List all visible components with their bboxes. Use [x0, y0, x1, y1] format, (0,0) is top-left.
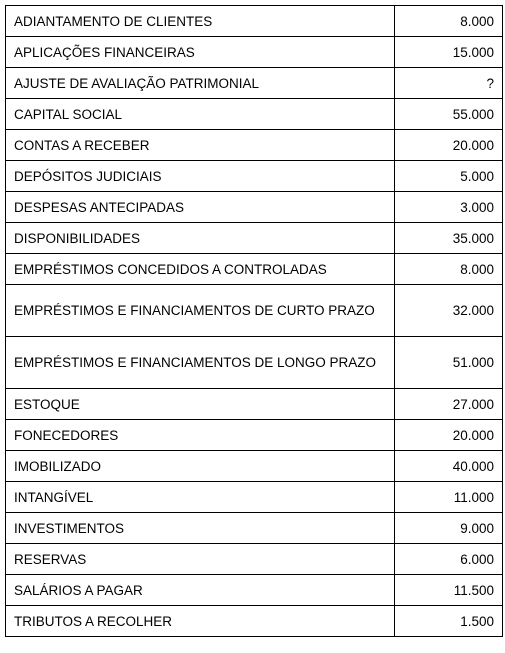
- account-name: INTANGÍVEL: [6, 482, 395, 513]
- account-name: AJUSTE DE AVALIAÇÃO PATRIMONIAL: [6, 68, 395, 99]
- table-row: [6, 254, 503, 285]
- account-name: DISPONIBILIDADES: [6, 223, 395, 254]
- table-row: [6, 192, 503, 223]
- table-row: [6, 6, 503, 37]
- table-row: [6, 223, 503, 254]
- account-name: EMPRÉSTIMOS E FINANCIAMENTOS DE CURTO PRAZO: [6, 285, 395, 337]
- accounts-table-container: [5, 5, 503, 637]
- account-name: ESTOQUE: [6, 389, 395, 420]
- table-row: [6, 482, 503, 513]
- account-name: EMPRÉSTIMOS CONCEDIDOS A CONTROLADAS: [6, 254, 395, 285]
- table-row: [6, 285, 503, 337]
- account-value: 15.000: [395, 37, 503, 68]
- account-name: INVESTIMENTOS: [6, 513, 395, 544]
- table-row: [6, 389, 503, 420]
- account-name: EMPRÉSTIMOS E FINANCIAMENTOS DE LONGO PRAZO: [6, 337, 395, 389]
- account-name: DESPESAS ANTECIPADAS: [6, 192, 395, 223]
- account-value: 32.000: [395, 285, 503, 337]
- account-value: 3.000: [395, 192, 503, 223]
- table-row: [6, 130, 503, 161]
- account-value: 5.000: [395, 161, 503, 192]
- table-row: [6, 575, 503, 606]
- account-name: DEPÓSITOS JUDICIAIS: [6, 161, 395, 192]
- table-row: [6, 68, 503, 99]
- account-value: 6.000: [395, 544, 503, 575]
- account-name: FONECEDORES: [6, 420, 395, 451]
- account-value: 51.000: [395, 337, 503, 389]
- account-value: 40.000: [395, 451, 503, 482]
- table-row: [6, 544, 503, 575]
- account-value: 1.500: [395, 606, 503, 637]
- table-row: [6, 337, 503, 389]
- account-value: 20.000: [395, 130, 503, 161]
- account-value: 11.000: [395, 482, 503, 513]
- table-row: [6, 99, 503, 130]
- account-value: 55.000: [395, 99, 503, 130]
- account-value: 35.000: [395, 223, 503, 254]
- account-name: SALÁRIOS A PAGAR: [6, 575, 395, 606]
- table-row: [6, 420, 503, 451]
- account-name: CONTAS A RECEBER: [6, 130, 395, 161]
- account-value: 8.000: [395, 6, 503, 37]
- account-name: ADIANTAMENTO DE CLIENTES: [6, 6, 395, 37]
- account-value: 27.000: [395, 389, 503, 420]
- account-value: ?: [395, 68, 503, 99]
- account-value: 20.000: [395, 420, 503, 451]
- table-row: [6, 513, 503, 544]
- account-name: APLICAÇÕES FINANCEIRAS: [6, 37, 395, 68]
- table-row: [6, 451, 503, 482]
- account-value: 11.500: [395, 575, 503, 606]
- table-row: [6, 37, 503, 68]
- account-name: RESERVAS: [6, 544, 395, 575]
- table-row: [6, 606, 503, 637]
- account-value: 8.000: [395, 254, 503, 285]
- table-row: [6, 161, 503, 192]
- account-value: 9.000: [395, 513, 503, 544]
- account-name: IMOBILIZADO: [6, 451, 395, 482]
- accounts-table: [5, 5, 503, 637]
- account-name: CAPITAL SOCIAL: [6, 99, 395, 130]
- account-name: TRIBUTOS A RECOLHER: [6, 606, 395, 637]
